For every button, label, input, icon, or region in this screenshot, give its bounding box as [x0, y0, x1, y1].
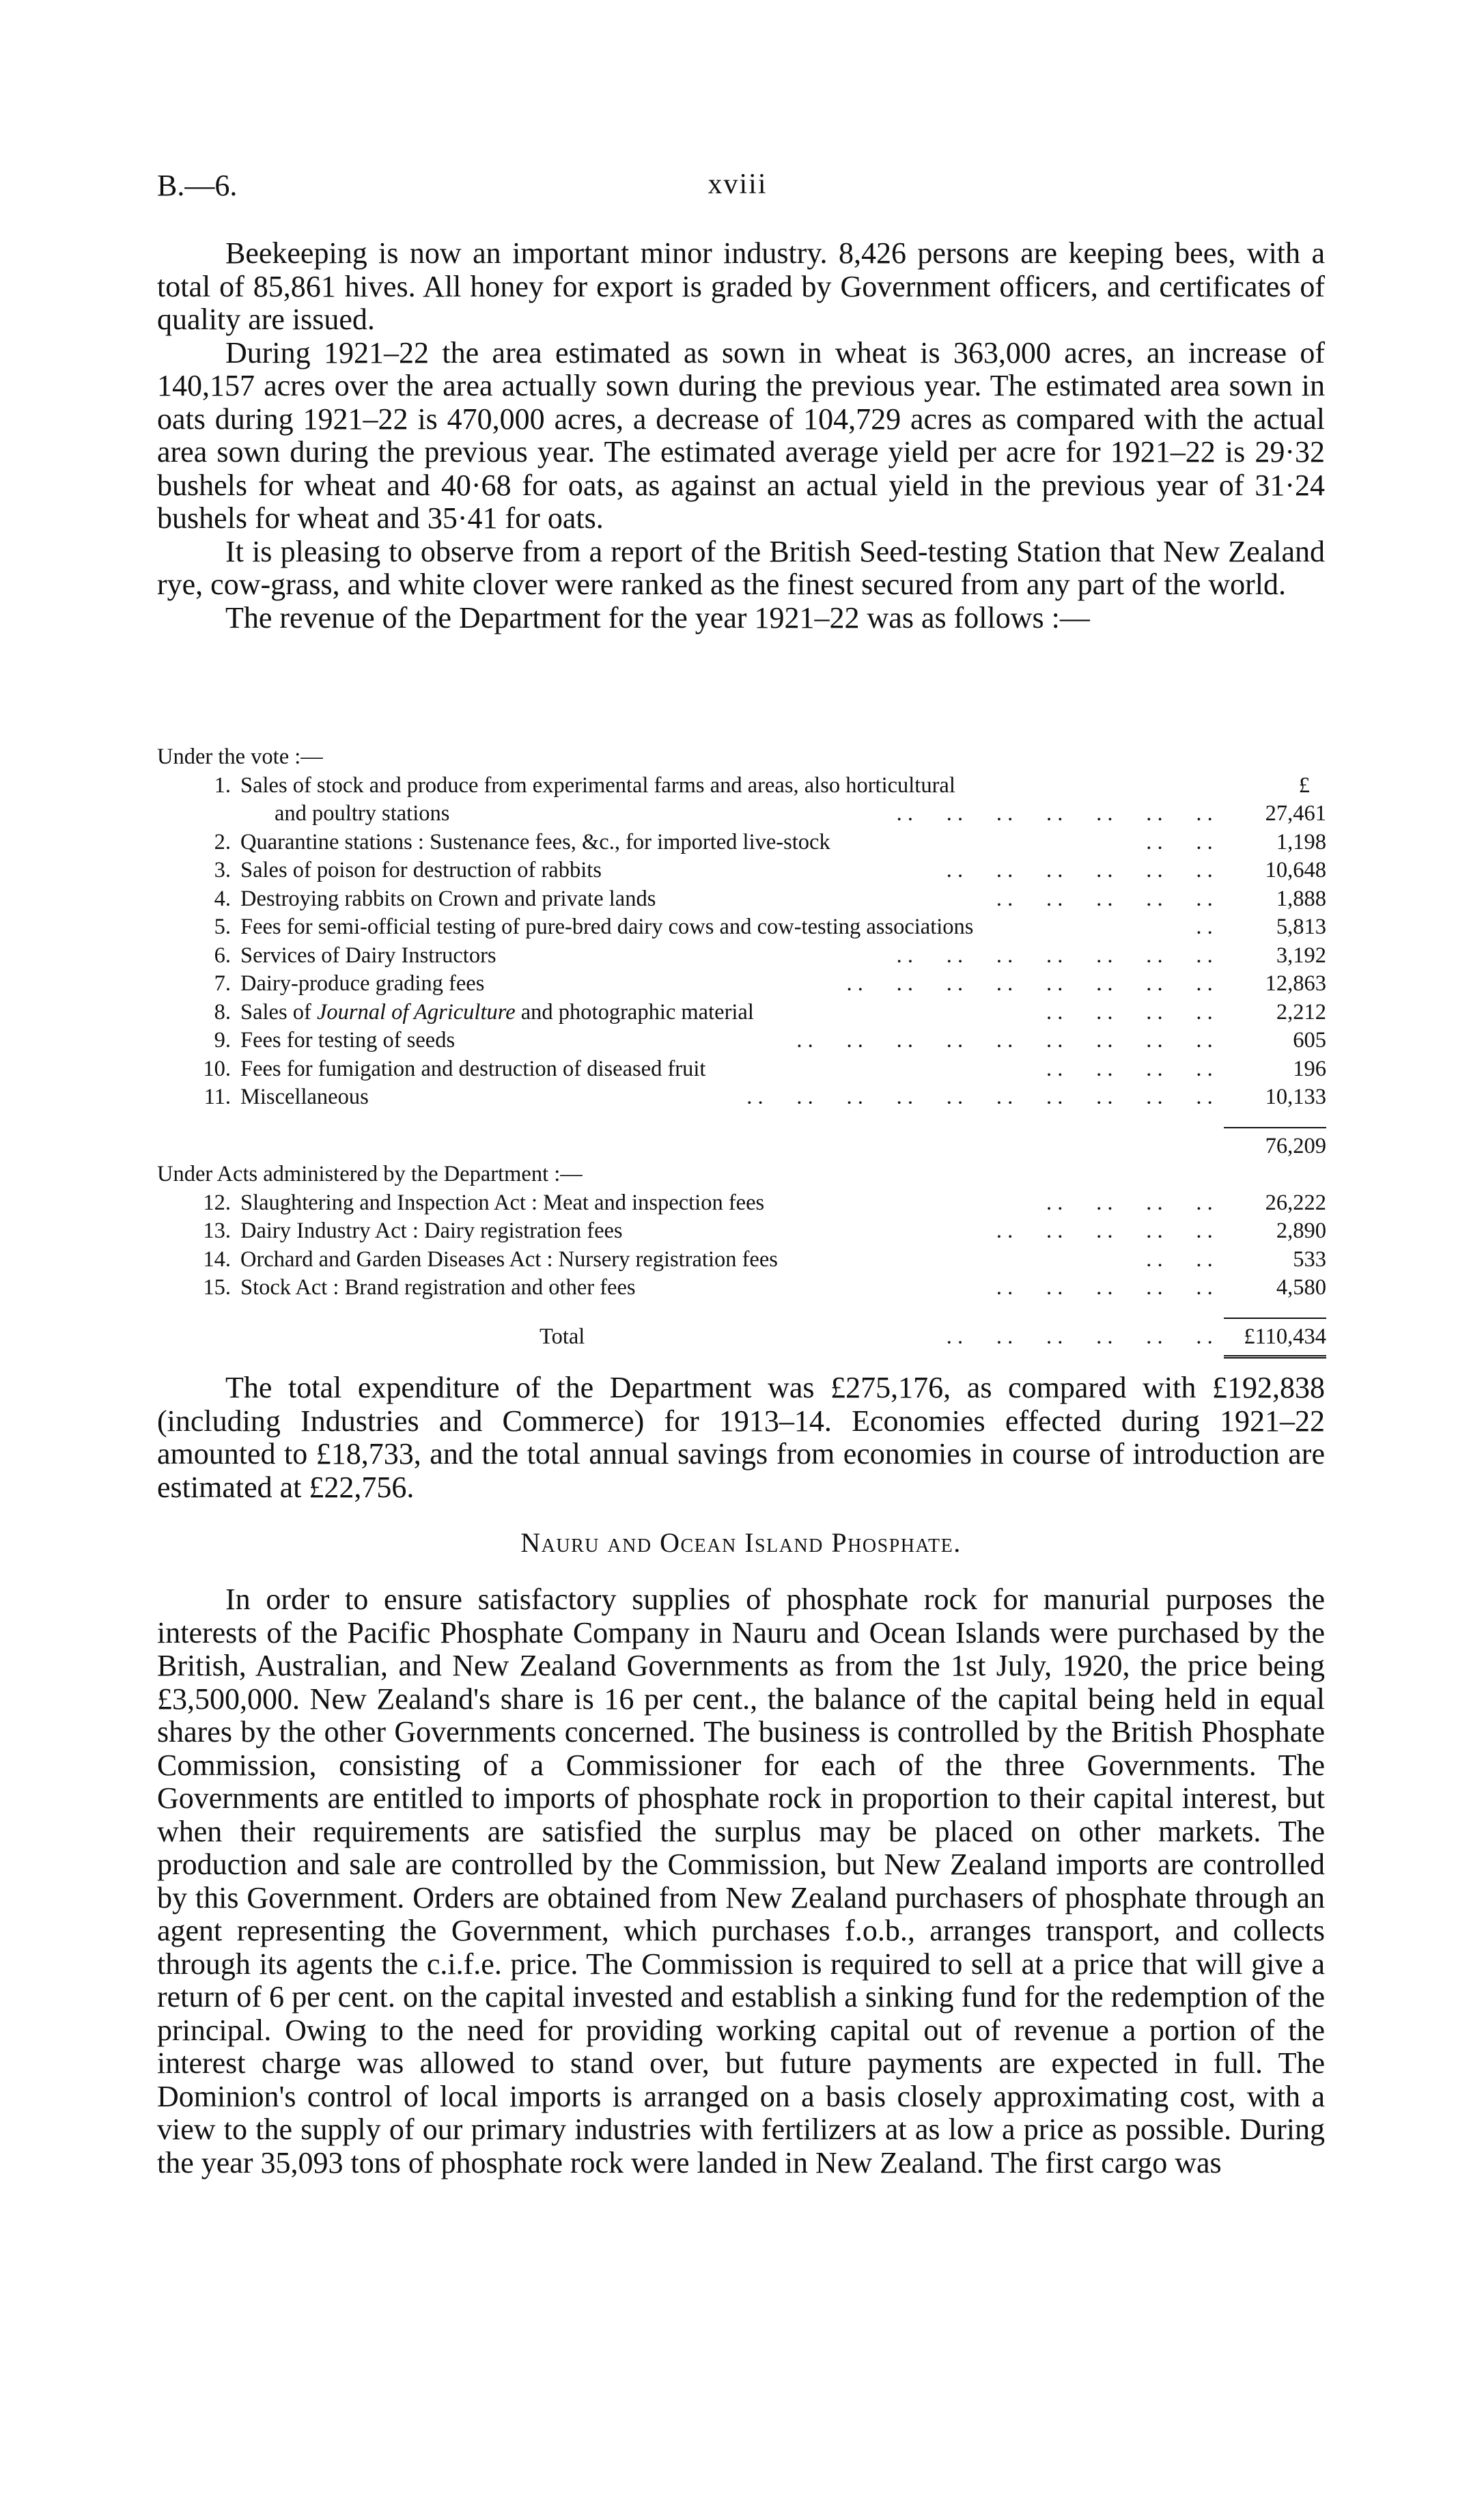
table-row: . . . . . . . . . . 4. Destroying rabbits on Crown and private lands 1,888 — [157, 885, 1326, 914]
item-amount: 27,461 — [1265, 801, 1326, 826]
table-row: . . . . . . . . . . . . . . . . 7. Dairy-produce grading fees 12,863 — [157, 970, 1326, 999]
item-number: 14. — [203, 1246, 231, 1272]
item-description: Sales of poison for destruction of rabbits — [240, 858, 608, 882]
item-number: 13. — [203, 1218, 231, 1243]
item-amount: 1,888 — [1276, 886, 1326, 911]
item-amount: 2,212 — [1276, 999, 1326, 1025]
nauru-paragraph: In order to ensure satisfactory supplies of phosphate rock for manurial purposes the interests of the Pacific Phosphate Company in Nauru and Ocean Islands were purchased by the British, Australian, and New Zealand Governments as from the 1st July, 1920, the price being £3,500,000. New Zealand's share is 16 per cent., the balance of the capital being held in equal shares by the other Governments concerned. The business is controlled by the British Phosphate Commission, consisting of a Commissioner for each of the three Governments. The Governments are entitled to imports of phosphate rock in proportion to their capital interest, but when their requirements are satisfied the surplus may be placed on other markets. The production and sale are controlled by the Commission, but New Zealand imports are controlled by this Government. Orders are obtained from New Zealand purchasers of phosphate through an agent representing the Government, which purchases f.o.b., arranges transport, and collects through its agents the c.i.f.e. price. The Commission is required to sell at a price that will give a return of 6 per cent. on the capital invested and establish a sinking fund for the redemption of the principal. Owing to the need for providing working capital out of revenue a portion of the interest charge was allowed to stand over, but future payments are expected in full. The Dominion's control of local imports is arranged on a basis closely approximating cost, with a view to the supply of our primary industries with fertilizers at as low a price as possible. During the year 35,093 tons of phosphate rock were landed in New Zealand. The first cargo was — [157, 1583, 1325, 2179]
beekeeping-paragraph: Beekeeping is now an important minor industry. 8,426 persons are keeping bees, with a total of 85,861 hives. All honey for export is graded by Government officers, and certificates of quality are issued. — [157, 236, 1325, 336]
item-description: Fees for fumigation and destruction of diseased fruit — [240, 1057, 712, 1081]
wheat-oats-paragraph: During 1921–22 the area estimated as sown in wheat is 363,000 acres, an increase of 140,157 acres over the area actually sown during the previous year. The estimated area sown in oats during 1921–22 is 470,000 acres, a decrease of 104,729 acres as compared with the actual area sown during the previous year. The estimated average yield per acre for 1921–22 is 29·32 bushels for wheat and 40·68 for oats, as against an actual yield in the previous year of 31·24 bushels for wheat and 35·41 for oats. — [157, 335, 1325, 535]
table-row: . . . . 14. Orchard and Garden Diseases Act : Nursery registration fees 533 — [157, 1246, 1326, 1275]
item-amount: 2,890 — [1276, 1218, 1326, 1243]
item-description: Sales of stock and produce from experimental farms and areas, also horticultural — [240, 772, 955, 798]
item-number: 9. — [214, 1028, 231, 1053]
page-header — [157, 168, 1318, 209]
total-row: . . . . . . . . . . . . Total £110,434 — [157, 1323, 1326, 1352]
item-amount: 196 — [1293, 1056, 1326, 1081]
item-number: 5. — [214, 915, 231, 939]
table-row: . . . . . . . . . . . . . . . . . . . . 11. Miscellaneous 10,133 — [157, 1083, 1326, 1112]
report-code: B.—6. — [157, 169, 238, 202]
item-number: 1. — [214, 772, 231, 798]
table-row — [157, 772, 1326, 800]
item-number: 8. — [214, 999, 231, 1025]
item-description: and poultry stations — [275, 801, 456, 826]
item-description: Quarantine stations : Sustenance fees, &c., for imported live-stock — [240, 830, 837, 854]
table-row: . . . . . . . . . . . . . . and poultry stations 27,461 — [157, 800, 1326, 828]
item-number: 10. — [203, 1056, 231, 1081]
item-amount: 26,222 — [1265, 1190, 1326, 1215]
subtotal-rule — [1224, 1127, 1326, 1128]
table-row: . . . . . . . . . . . . 3. Sales of poison for destruction of rabbits 10,648 — [157, 856, 1326, 885]
item-number: 2. — [214, 829, 231, 854]
acts-heading-row — [157, 1160, 1326, 1189]
subtotal-row — [157, 1132, 1326, 1161]
item-amount: 10,648 — [1265, 858, 1326, 882]
item-number: 6. — [214, 943, 231, 968]
item-description: Dairy Industry Act : Dairy registration fees — [240, 1218, 630, 1243]
item-number: 7. — [214, 971, 231, 996]
item-description-pre: Sales of — [240, 999, 317, 1025]
page-number: xviii — [708, 169, 768, 200]
expenditure-paragraph: The total expenditure of the Department was £275,176, as compared with £192,838 (including Industries and Commerce) for 1913–14. Economies effected during 1921–22 amounted to £18,733, and the total annual savings from economies in course of introduction are estimated at £22,756. — [157, 1371, 1325, 1504]
item-amount: 533 — [1293, 1246, 1326, 1272]
total-rule — [1224, 1318, 1326, 1319]
subtotal-spacer — [157, 1112, 1326, 1132]
acts-heading: Under Acts administered by the Department :— — [157, 1162, 583, 1186]
total-double-rule — [1224, 1355, 1326, 1359]
vote-heading-row — [157, 743, 1326, 772]
currency-symbol: £ — [1298, 772, 1310, 798]
item-description-post: and photographic material — [515, 999, 754, 1025]
nauru-section — [157, 1583, 1325, 2179]
vote-heading: Under the vote :— — [157, 744, 323, 769]
item-description: Slaughtering and Inspection Act : Meat and inspection fees — [240, 1190, 771, 1215]
grand-total: £110,434 — [1244, 1324, 1326, 1349]
revenue-intro-paragraph: The revenue of the Department for the year 1921–22 was as follows :— — [225, 600, 1090, 635]
table-row: . . . . . . . . . . . . . . 6. Services of Dairy Instructors 3,192 — [157, 942, 1326, 971]
section-heading: Nauru and Ocean Island Phosphate. — [520, 1527, 962, 1558]
item-number: 15. — [203, 1275, 231, 1300]
total-underline-spacer — [157, 1351, 1326, 1371]
item-amount: 5,813 — [1276, 915, 1326, 939]
table-row: . . . . . . . . 12. Slaughtering and Inspection Act : Meat and inspection fees 26,222 — [157, 1189, 1326, 1218]
expenditure-section — [157, 1371, 1325, 1504]
revenue-table — [157, 743, 1326, 1371]
item-description: Services of Dairy Instructors — [240, 943, 503, 968]
item-description: Orchard and Garden Diseases Act : Nursery registration fees — [240, 1247, 785, 1272]
seed-testing-paragraph: It is pleasing to observe from a report of the British Seed-testing Station that New Zealand rye, cow-grass, and white clover were ranked as the finest secured from any part of the world. — [157, 534, 1325, 601]
item-number: 11. — [204, 1085, 231, 1109]
item-amount: 12,863 — [1265, 971, 1326, 996]
table-row: . . . . . . . . 8. Sales of Journal of Agriculture and photographic material 2,212 — [157, 999, 1326, 1027]
item-amount: 605 — [1293, 1028, 1326, 1053]
item-amount: 4,580 — [1276, 1275, 1326, 1300]
table-row: . . 5. Fees for semi-official testing of pure-bred dairy cows and cow-testing associations 5,813 — [157, 913, 1326, 942]
item-amount: 1,198 — [1276, 829, 1326, 854]
table-row: . . . . . . . . . . 13. Dairy Industry Act : Dairy registration fees 2,890 — [157, 1217, 1326, 1246]
item-amount: 3,192 — [1276, 943, 1326, 968]
item-description: Stock Act : Brand registration and other fees — [240, 1275, 643, 1300]
item-description: Miscellaneous — [240, 1085, 376, 1109]
item-description: Destroying rabbits on Crown and private lands — [240, 887, 662, 911]
table-row: . . . . . . . . . . . . . . . . . . 9. Fees for testing of seeds 605 — [157, 1027, 1326, 1055]
total-label: Total — [540, 1324, 585, 1349]
item-number: 12. — [203, 1190, 231, 1215]
total-spacer — [157, 1303, 1326, 1323]
item-description: Dairy-produce grading fees — [240, 971, 491, 996]
item-amount: 10,133 — [1265, 1085, 1326, 1109]
intro-section — [157, 237, 1325, 635]
journal-title: Journal of Agriculture — [316, 999, 516, 1025]
item-number: 3. — [214, 858, 231, 882]
table-row: . . . . . . . . . . 15. Stock Act : Brand registration and other fees 4,580 — [157, 1274, 1326, 1303]
table-row: . . . . . . . . 10. Fees for fumigation and destruction of diseased fruit 196 — [157, 1055, 1326, 1084]
item-number: 4. — [214, 886, 231, 911]
item-description: Fees for testing of seeds — [240, 1028, 462, 1053]
item-description: Fees for semi-official testing of pure-bred dairy cows and cow-testing associations — [240, 915, 980, 939]
vote-subtotal: 76,209 — [1265, 1133, 1326, 1158]
table-row: . . . . 2. Quarantine stations : Sustenance fees, &c., for imported live-stock 1,198 — [157, 828, 1326, 857]
